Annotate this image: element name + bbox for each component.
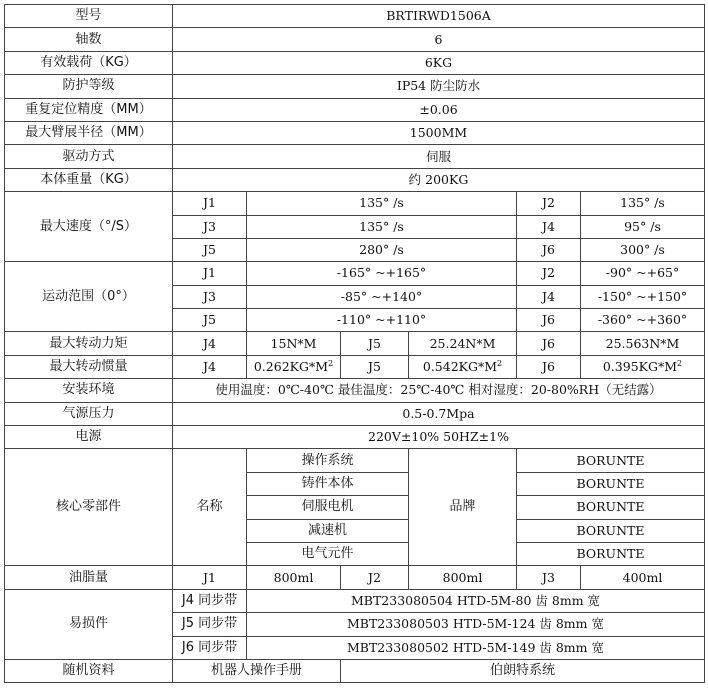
drive-label: 驱动方式 (5, 145, 173, 168)
environment-label: 安装环境 (5, 379, 173, 402)
torque-j5-value: 25.24N*M (409, 332, 517, 355)
speed-j3-joint: J3 (173, 215, 247, 238)
range-j6-joint: J6 (517, 309, 581, 332)
speed-j5-value: 280° /s (247, 238, 517, 261)
torque-j5-joint: J5 (341, 332, 409, 355)
wear-part-value: MBT233080504 HTD-5M-80 齿 8mm 宽 (247, 589, 705, 612)
grease-j3-value: 400ml (581, 566, 705, 589)
speed-j5-joint: J5 (173, 238, 247, 261)
speed-j2-value: 135° /s (581, 192, 705, 215)
core-name-label: 名称 (173, 449, 247, 566)
core-part-brand: BORUNTE (517, 449, 705, 472)
core-part-name: 铸件本体 (247, 472, 409, 495)
model-value: BRTIRWD1506A (173, 5, 705, 28)
wear-part-value: MBT233080503 HTD-5M-124 齿 8mm 宽 (247, 613, 705, 636)
row-speed-1 (5, 192, 705, 215)
row-air-pressure (5, 402, 705, 425)
max-inertia-label: 最大转动惯量 (5, 355, 173, 378)
reach-label: 最大臂展半径（MM） (5, 121, 173, 144)
range-j1-joint: J1 (173, 262, 247, 285)
row-documents (5, 659, 705, 682)
protection-value: IP54 防尘防水 (173, 75, 705, 98)
speed-j6-value: 300° /s (581, 238, 705, 261)
core-part-name: 操作系统 (247, 449, 409, 472)
inertia-j6-sup: 2 (677, 358, 683, 368)
range-j3-value: -85° ~+140° (247, 285, 517, 308)
speed-j1-value: 135° /s (247, 192, 517, 215)
inertia-j4-joint: J4 (173, 355, 247, 378)
axes-label: 轴数 (5, 28, 173, 51)
row-payload (5, 51, 705, 74)
range-j5-value: -110° ~+110° (247, 309, 517, 332)
spec-table (4, 4, 705, 683)
core-part-brand: BORUNTE (517, 496, 705, 519)
core-part-brand: BORUNTE (517, 519, 705, 542)
payload-value: 6KG (173, 51, 705, 74)
wear-part-name: J4 同步带 (173, 589, 247, 612)
row-drive (5, 145, 705, 168)
inertia-j4-value: 0.262KG*M (253, 359, 329, 375)
row-wear-1 (5, 589, 705, 612)
air-pressure-label: 气源压力 (5, 402, 173, 425)
inertia-j6-joint: J6 (517, 355, 581, 378)
grease-j2-joint: J2 (341, 566, 409, 589)
row-repeatability (5, 98, 705, 121)
motion-range-label: 运动范围（0°） (5, 262, 173, 332)
axes-value: 6 (173, 28, 705, 51)
torque-j6-joint: J6 (517, 332, 581, 355)
protection-label: 防护等级 (5, 75, 173, 98)
grease-label: 油脂量 (5, 566, 173, 589)
documents-manual: 机器人操作手册 (173, 659, 341, 682)
range-j1-value: -165° ~+165° (247, 262, 517, 285)
documents-brand: 伯朗特系统 (341, 659, 705, 682)
inertia-j5-cell (409, 355, 517, 378)
inertia-j5-joint: J5 (341, 355, 409, 378)
row-reach (5, 121, 705, 144)
range-j6-value: -360° ~+360° (581, 309, 705, 332)
power-label: 电源 (5, 426, 173, 449)
torque-j4-joint: J4 (173, 332, 247, 355)
speed-j3-value: 135° /s (247, 215, 517, 238)
row-range-1 (5, 262, 705, 285)
range-j3-joint: J3 (173, 285, 247, 308)
row-protection (5, 75, 705, 98)
inertia-j4-sup: 2 (328, 358, 334, 368)
core-part-name: 减速机 (247, 519, 409, 542)
documents-label: 随机资料 (5, 659, 173, 682)
model-label: 型号 (5, 5, 173, 28)
row-grease (5, 566, 705, 589)
row-inertia (5, 355, 705, 378)
range-j2-joint: J2 (517, 262, 581, 285)
row-axes (5, 28, 705, 51)
row-weight (5, 168, 705, 191)
range-j2-value: -90° ~+65° (581, 262, 705, 285)
wear-part-name: J5 同步带 (173, 613, 247, 636)
inertia-j4-cell (247, 355, 341, 378)
inertia-j6-value: 0.395KG*M (602, 359, 678, 375)
grease-j2-value: 800ml (409, 566, 517, 589)
row-core-1 (5, 449, 705, 472)
inertia-j5-sup: 2 (497, 358, 503, 368)
power-value: 220V±10% 50HZ±1% (173, 426, 705, 449)
inertia-j6-cell (581, 355, 705, 378)
row-environment (5, 379, 705, 402)
wear-part-value: MBT233080502 HTD-5M-149 齿 8mm 宽 (247, 636, 705, 659)
speed-j2-joint: J2 (517, 192, 581, 215)
max-speed-label: 最大速度（°/S） (5, 192, 173, 262)
core-part-brand: BORUNTE (517, 472, 705, 495)
core-part-brand: BORUNTE (517, 542, 705, 565)
weight-value: 约 200KG (173, 168, 705, 191)
air-pressure-value: 0.5-0.7Mpa (173, 402, 705, 425)
core-brand-label: 品牌 (409, 449, 517, 566)
max-torque-label: 最大转动力矩 (5, 332, 173, 355)
grease-j1-value: 800ml (247, 566, 341, 589)
row-torque (5, 332, 705, 355)
speed-j1-joint: J1 (173, 192, 247, 215)
speed-j4-value: 95° /s (581, 215, 705, 238)
torque-j6-value: 25.563N*M (581, 332, 705, 355)
drive-value: 伺服 (173, 145, 705, 168)
range-j4-joint: J4 (517, 285, 581, 308)
reach-value: 1500MM (173, 121, 705, 144)
range-j4-value: -150° ~+150° (581, 285, 705, 308)
wear-parts-label: 易损件 (5, 589, 173, 659)
row-model (5, 5, 705, 28)
speed-j4-joint: J4 (517, 215, 581, 238)
grease-j3-joint: J3 (517, 566, 581, 589)
weight-label: 本体重量（KG） (5, 168, 173, 191)
core-part-name: 电气元件 (247, 542, 409, 565)
grease-j1-joint: J1 (173, 566, 247, 589)
repeatability-label: 重复定位精度（MM） (5, 98, 173, 121)
environment-value: 使用温度：0℃-40℃ 最佳温度：25℃-40℃ 相对湿度：20-80%RH（无结露） (173, 379, 705, 402)
wear-part-name: J6 同步带 (173, 636, 247, 659)
payload-label: 有效载荷（KG） (5, 51, 173, 74)
inertia-j5-value: 0.542KG*M (422, 359, 498, 375)
speed-j6-joint: J6 (517, 238, 581, 261)
range-j5-joint: J5 (173, 309, 247, 332)
repeatability-value: ±0.06 (173, 98, 705, 121)
core-parts-label: 核心零部件 (5, 449, 173, 566)
torque-j4-value: 15N*M (247, 332, 341, 355)
row-power (5, 426, 705, 449)
core-part-name: 伺服电机 (247, 496, 409, 519)
